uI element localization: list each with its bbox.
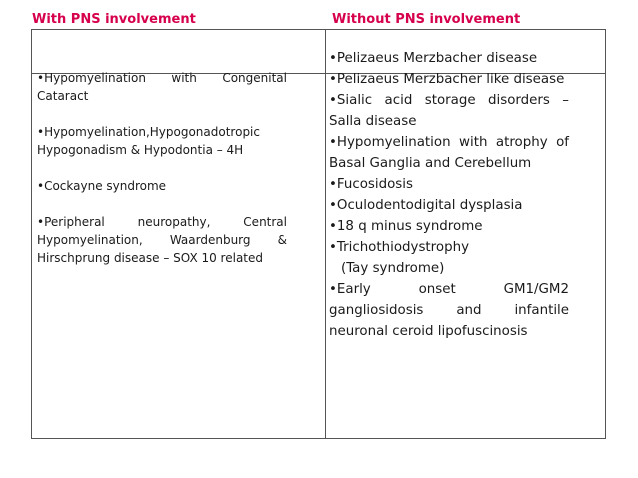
with-pns-list [37,69,287,285]
column-divider [325,30,326,438]
list-item: •Trichothiodystrophy [329,240,469,255]
list-item: •Hypomyelination with atrophy of Basal Ganglia and Cerebellum [329,135,569,171]
list-item: •Sialic acid storage disorders – Salla disease [329,93,569,129]
list-item: •Fucosidosis [329,177,413,192]
list-item: •18 q minus syndrome [329,219,483,234]
list-item: •Hypomyelination with Congenital Cataract [37,71,287,103]
list-item: (Tay syndrome) [341,261,445,276]
list-item: •Pelizaeus Merzbacher disease [329,51,538,66]
header-with-pns: With PNS involvement [32,12,196,27]
list-item: •Oculodentodigital dysplasia [329,198,523,213]
list-item: •Peripheral neuropathy, Central Hypomyelination, Waardenburg & Hirschprung disease – SOX 10 related [37,215,287,265]
list-item: •Hypomyelination,Hypogonadotropic Hypogonadism & Hypodontia – 4H [37,125,260,157]
list-item: •Early onset GM1/GM2 gangliosidosis and infantile neuronal ceroid lipofuscinosis [329,282,569,339]
list-item: •Cockayne syndrome [37,179,167,193]
header-without-pns: Without PNS involvement [332,12,521,27]
list-item: •Pelizaeus Merzbacher like disease [329,72,565,87]
without-pns-list [329,48,569,342]
